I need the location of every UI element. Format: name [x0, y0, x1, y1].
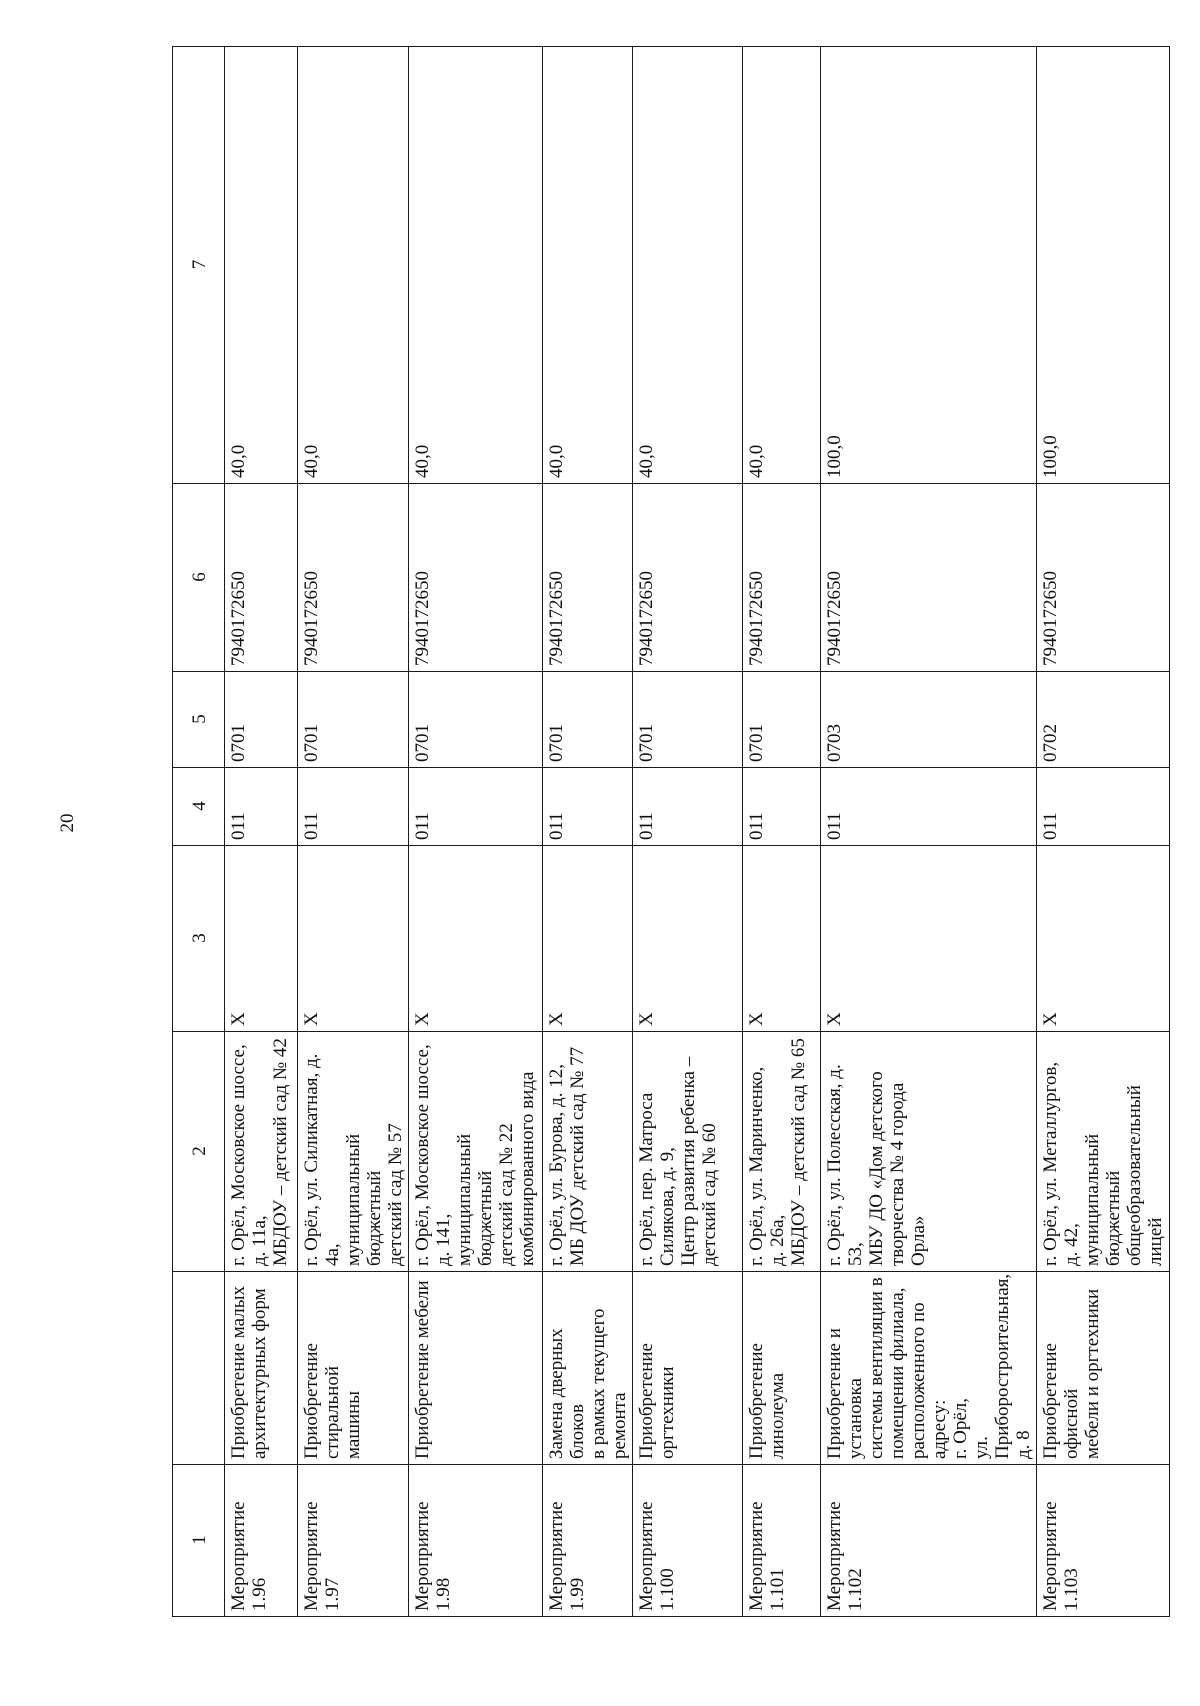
col4-value: 011 — [225, 768, 298, 846]
col3-value: Х — [633, 846, 743, 1032]
col3-value: Х — [543, 846, 633, 1032]
measure-id: Мероприятие 1.101 — [743, 1465, 821, 1617]
col6-value: 7940172650 — [633, 484, 743, 672]
col4-value: 011 — [543, 768, 633, 846]
col6-value: 7940172650 — [298, 484, 409, 672]
rotated-table-sheet — [172, 47, 1166, 1617]
col5-value: 0702 — [1037, 672, 1170, 768]
col3-value: Х — [225, 846, 298, 1032]
col5-value: 0701 — [543, 672, 633, 768]
col3-value: Х — [409, 846, 543, 1032]
col5-value: 0701 — [743, 672, 821, 768]
col7-value: 40,0 — [409, 47, 543, 484]
col7-value: 40,0 — [743, 47, 821, 484]
measures-table — [172, 46, 1170, 1617]
col6-value: 7940172650 — [409, 484, 543, 672]
table-row — [633, 47, 743, 1617]
col5-value: 0701 — [409, 672, 543, 768]
col3-value: Х — [1037, 846, 1170, 1032]
header-col-5: 5 — [173, 672, 225, 768]
col7-value: 40,0 — [225, 47, 298, 484]
col7-value: 40,0 — [543, 47, 633, 484]
col4-value: 011 — [743, 768, 821, 846]
col7-value: 100,0 — [1037, 47, 1170, 484]
table-header-row — [173, 47, 225, 1617]
table-row — [409, 47, 543, 1617]
col5-value: 0701 — [633, 672, 743, 768]
header-col-blank — [173, 1272, 225, 1465]
measure-name: Приобретение и установка системы вентиляции в помещении филиала, расположенного по адресу: г. Орёл, ул. Приборостроительная, д. 8 — [821, 1272, 1037, 1465]
col4-value: 011 — [409, 768, 543, 846]
table-row — [1037, 47, 1170, 1617]
measure-name: Приобретение стиральной машины — [298, 1272, 409, 1465]
measure-address: г. Орёл, ул. Бурова, д. 12, МБ ДОУ детский сад № 77 — [543, 1032, 633, 1272]
measure-address: г. Орёл, пер. Матроса Силякова, д. 9, Центр развития ребенка – детский сад № 60 — [633, 1032, 743, 1272]
measure-id: Мероприятие 1.100 — [633, 1465, 743, 1617]
header-col-7: 7 — [173, 47, 225, 484]
measure-id: Мероприятие 1.99 — [543, 1465, 633, 1617]
measure-name: Приобретение малых архитектурных форм — [225, 1272, 298, 1465]
col4-value: 011 — [298, 768, 409, 846]
col4-value: 011 — [1037, 768, 1170, 846]
col3-value: Х — [743, 846, 821, 1032]
col6-value: 7940172650 — [543, 484, 633, 672]
measure-name: Приобретение оргтехники — [633, 1272, 743, 1465]
measure-address: г. Орёл, Московское шоссе, д. 141, муниципальный бюджетный детский сад № 22 комбинированного вида — [409, 1032, 543, 1272]
table-row — [743, 47, 821, 1617]
table-row — [298, 47, 409, 1617]
measure-address: г. Орёл, ул. Полесская, д. 53, МБУ ДО «Дом детского творчества № 4 города Орла» — [821, 1032, 1037, 1272]
col3-value: Х — [821, 846, 1037, 1032]
col5-value: 0701 — [225, 672, 298, 768]
measure-address: г. Орёл, Московское шоссе, д. 11а, МБДОУ – детский сад № 42 — [225, 1032, 298, 1272]
table-row — [543, 47, 633, 1617]
col3-value: Х — [298, 846, 409, 1032]
page-number: 20 — [57, 813, 78, 833]
measure-id: Мероприятие 1.103 — [1037, 1465, 1170, 1617]
header-col-6: 6 — [173, 484, 225, 672]
measure-id: Мероприятие 1.97 — [298, 1465, 409, 1617]
header-col-1: 1 — [173, 1465, 225, 1617]
col7-value: 100,0 — [821, 47, 1037, 484]
measure-name: Приобретение линолеума — [743, 1272, 821, 1465]
measure-id: Мероприятие 1.102 — [821, 1465, 1037, 1617]
measure-address: г. Орёл, ул. Маринченко, д. 26а, МБДОУ – детский сад № 65 — [743, 1032, 821, 1272]
table-row — [225, 47, 298, 1617]
col6-value: 7940172650 — [225, 484, 298, 672]
header-col-4: 4 — [173, 768, 225, 846]
col5-value: 0703 — [821, 672, 1037, 768]
header-col-3: 3 — [173, 846, 225, 1032]
col4-value: 011 — [821, 768, 1037, 846]
measure-name: Приобретение офисной мебели и оргтехники — [1037, 1272, 1170, 1465]
header-col-2: 2 — [173, 1032, 225, 1272]
col7-value: 40,0 — [633, 47, 743, 484]
col6-value: 7940172650 — [821, 484, 1037, 672]
measure-id: Мероприятие 1.98 — [409, 1465, 543, 1617]
col6-value: 7940172650 — [1037, 484, 1170, 672]
measure-name: Приобретение мебели — [409, 1272, 543, 1465]
measure-name: Замена дверных блоков в рамках текущего ремонта — [543, 1272, 633, 1465]
col6-value: 7940172650 — [743, 484, 821, 672]
table-row — [821, 47, 1037, 1617]
measure-address: г. Орёл, ул. Силикатная, д. 4а, муниципальный бюджетный детский сад № 57 — [298, 1032, 409, 1272]
col5-value: 0701 — [298, 672, 409, 768]
measure-id: Мероприятие 1.96 — [225, 1465, 298, 1617]
measure-address: г. Орёл, ул. Металлургов, д. 42, муниципальный бюджетный общеобразовательный лицей — [1037, 1032, 1170, 1272]
col4-value: 011 — [633, 768, 743, 846]
col7-value: 40,0 — [298, 47, 409, 484]
